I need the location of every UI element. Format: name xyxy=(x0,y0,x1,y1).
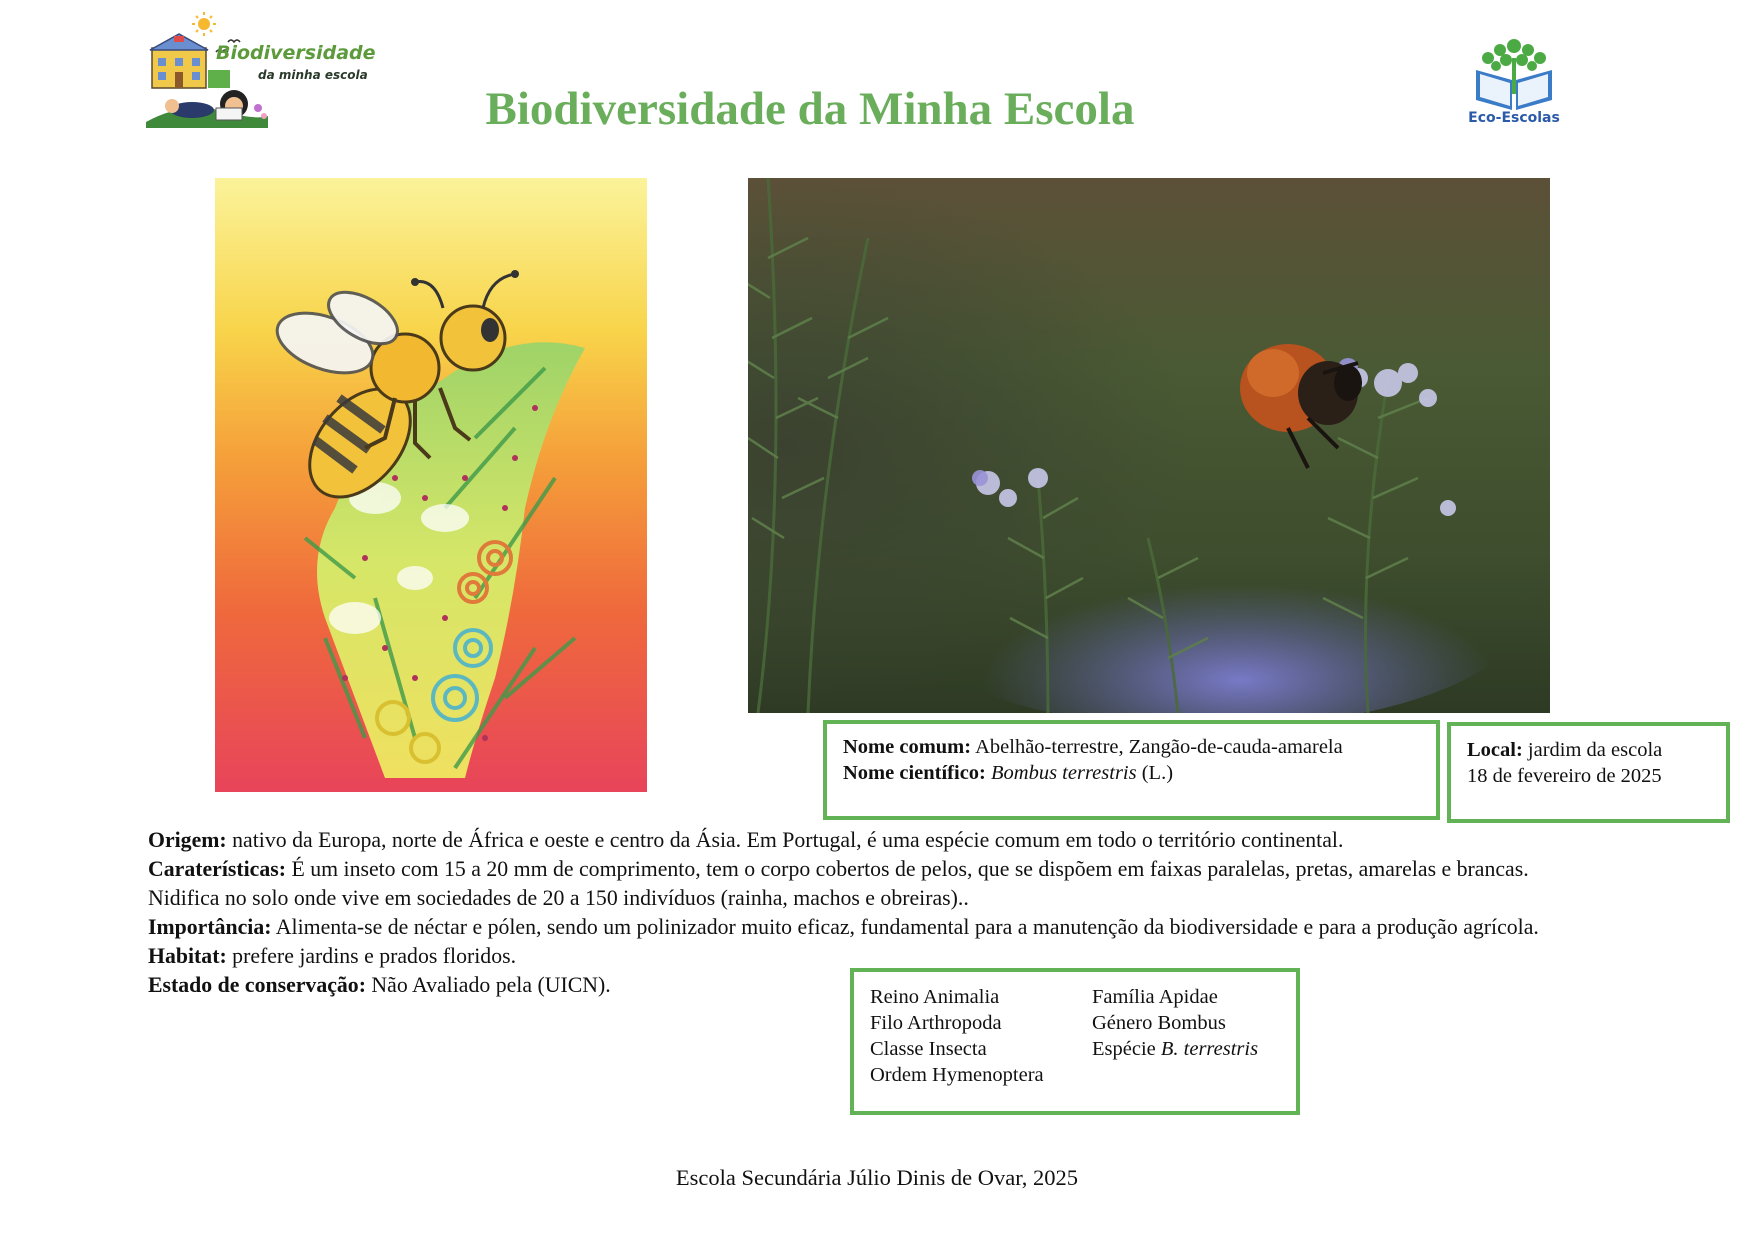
caracteristicas-paragraph xyxy=(148,855,1548,913)
location-box xyxy=(1447,722,1730,823)
scientific-name-label: Nome científico: xyxy=(843,762,986,784)
taxonomy-familia: Família Apidae xyxy=(1092,986,1218,1008)
origem-label: Origem: xyxy=(148,828,227,852)
bee-drawing-illustration xyxy=(215,178,647,792)
location-value: jardim da escola xyxy=(1527,739,1663,761)
importancia-text: Alimenta-se de néctar e pólen, sendo um polinizador muito eficaz, fundamental para a manutenção da biodiversidade e para a produção agrícola. xyxy=(275,915,1539,939)
habitat-paragraph xyxy=(148,942,1608,971)
taxonomy-ordem: Ordem Hymenoptera xyxy=(870,1064,1044,1086)
caracteristicas-label: Caraterísticas: xyxy=(148,857,286,881)
origem-text: nativo da Europa, norte de África e oeste e centro da Ásia. Em Portugal, é uma espécie comum em todo o território continental. xyxy=(232,828,1344,852)
location-label: Local: xyxy=(1467,739,1523,761)
scientific-name-row xyxy=(843,760,1420,786)
biodiversidade-logo xyxy=(146,12,376,130)
location-row xyxy=(1467,737,1710,763)
eco-escolas-label: Eco-Escolas xyxy=(1468,110,1560,126)
bee-drawing xyxy=(215,178,647,792)
scientific-name-author: (L.) xyxy=(1141,762,1174,784)
common-name-value: Abelhão-terrestre, Zangão-de-cauda-amarela xyxy=(975,736,1343,758)
conservacao-text: Não Avaliado pela (UICN). xyxy=(371,973,611,997)
habitat-label: Habitat: xyxy=(148,944,227,968)
importancia-paragraph xyxy=(148,913,1588,942)
biodiversidade-logo-line2: da minha escola xyxy=(258,68,368,82)
eco-escolas-tree-book-icon xyxy=(1466,36,1562,112)
caracteristicas-text: É um inseto com 15 a 20 mm de comprimento, tem o corpo cobertos de pelos, que se dispõem em faixas paralelas, pretas, amarelas e brancas. Nidifica no solo onde vive em sociedades de 20 a 150 indivíduos (rainha, machos e obreiras).. xyxy=(148,857,1529,910)
taxonomy-box xyxy=(850,968,1300,1115)
taxonomy-classe: Classe Insecta xyxy=(870,1038,987,1060)
taxonomy-grid xyxy=(870,984,1280,1088)
taxonomy-reino: Reino Animalia xyxy=(870,986,1000,1008)
taxonomy-especie xyxy=(1092,1036,1312,1062)
biodiversidade-logo-line1: Biodiversidade xyxy=(216,42,376,64)
common-name-label: Nome comum: xyxy=(843,736,972,758)
common-name-row xyxy=(843,734,1420,760)
names-box xyxy=(823,720,1440,820)
origem-paragraph xyxy=(148,826,1608,855)
bee-photo-image xyxy=(748,178,1550,713)
observation-date: 18 de fevereiro de 2025 xyxy=(1467,765,1662,787)
taxonomy-especie-label: Espécie xyxy=(1092,1038,1156,1060)
taxonomy-especie-value: B. terrestris xyxy=(1160,1038,1259,1060)
scientific-name-value: Bombus terrestris xyxy=(991,762,1137,784)
footer-school: Escola Secundária Júlio Dinis de Ovar, 2025 xyxy=(675,1165,1079,1190)
conservacao-label: Estado de conservação: xyxy=(148,973,366,997)
page-title: Biodiversidade da Minha Escola xyxy=(485,83,1135,135)
eco-escolas-logo xyxy=(1466,36,1562,132)
habitat-text: prefere jardins e prados floridos. xyxy=(232,944,517,968)
taxonomy-genero: Género Bombus xyxy=(1092,1012,1226,1034)
bee-photo xyxy=(748,178,1550,713)
importancia-label: Importância: xyxy=(148,915,272,939)
taxonomy-filo: Filo Arthropoda xyxy=(870,1012,1002,1034)
